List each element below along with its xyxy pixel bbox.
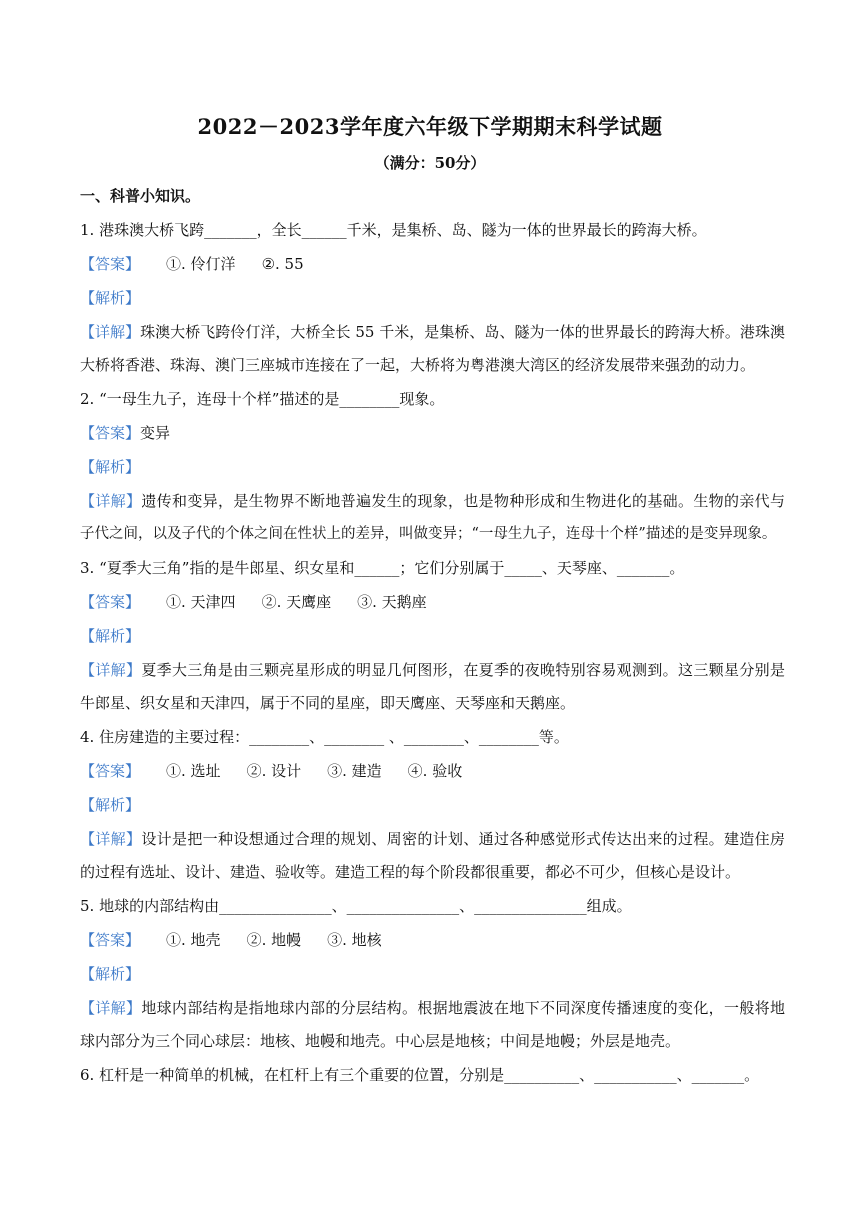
answer-item: ①. 地壳 <box>166 931 221 949</box>
question-3-detail-line-2: 牛郎星、织女星和天津四，属于不同的星座，即天鹰座、天琴座和天鹅座。 <box>80 694 576 712</box>
answer-item: ③. 地核 <box>327 931 382 949</box>
page-title: 2022－2023学年度六年级下学期期末科学试题 <box>197 114 663 139</box>
detail-tag: 【详解】 <box>80 323 141 341</box>
section-heading: 一、科普小知识。 <box>80 187 201 205</box>
question-3-answer <box>80 592 785 612</box>
detail-text: 地球内部结构是指地球内部的分层结构。根据地震波在地下不同深度传播速度的变化，一般将地 <box>141 999 785 1017</box>
question-5-answer <box>80 930 785 950</box>
detail-tag: 【详解】 <box>80 661 142 679</box>
question-1-detail-line-2: 大桥将香港、珠海、澳门三座城市连接在了一起，大桥将为粤港澳大湾区的经济发展带来强劲的动力。 <box>80 356 756 374</box>
answer-tag: 【答案】 <box>80 931 141 949</box>
detail-text: 夏季大三角是由三颗亮星形成的明显几何图形，在夏季的夜晚特别容易观测到。这三颗星分别是 <box>141 661 785 679</box>
question-4-detail-line-1 <box>80 829 785 849</box>
answer-item: 变异 <box>140 424 171 442</box>
detail-text: 珠澳大桥飞跨伶仃洋，大桥全长 55 千米，是集桥、岛、隧为一体的世界最长的跨海大桥。港珠澳 <box>140 323 785 341</box>
question-1-stem: 1. 港珠澳大桥飞跨_______，全长______千米，是集桥、岛、隧为一体的世界最长的跨海大桥。 <box>80 221 707 239</box>
question-3-stem: 3. “夏季大三角”指的是牛郎星、织女星和______；它们分别属于_____、天琴座、_______。 <box>80 559 685 577</box>
question-4-answer <box>80 761 785 781</box>
question-6-stem: 6. 杠杆是一种简单的机械，在杠杆上有三个重要的位置，分别是__________、___________、_______。 <box>80 1066 760 1084</box>
answer-item: ②. 设计 <box>246 762 302 780</box>
detail-text: 设计是把一种设想通过合理的规划、周密的计划、通过各种感觉形式传达出来的过程。建造住房 <box>141 830 785 848</box>
answer-item: ③. 建造 <box>327 762 382 780</box>
answer-item: ①. 天津四 <box>166 593 236 611</box>
analysis-tag: 【解析】 <box>80 458 141 476</box>
question-4-stem: 4. 住房建造的主要过程：________、________ 、________、________等。 <box>80 728 569 746</box>
question-5-stem: 5. 地球的内部结构由_______________、_______________、_______________组成。 <box>80 897 632 915</box>
answer-item: ②. 55 <box>261 255 304 273</box>
detail-tag: 【详解】 <box>80 999 142 1017</box>
question-5-detail-line-1 <box>80 998 785 1018</box>
analysis-tag: 【解析】 <box>80 289 141 307</box>
analysis-tag: 【解析】 <box>80 965 141 983</box>
answer-item: ②. 地幔 <box>246 931 302 949</box>
question-2-answer <box>80 423 785 443</box>
question-4-detail-line-2: 的过程有选址、设计、建造、验收等。建造工程的每个阶段都很重要，都必不可少，但核心是设计。 <box>80 863 741 881</box>
answer-tag: 【答案】 <box>80 255 141 273</box>
question-1-detail-line-1 <box>80 322 785 342</box>
question-1-answer <box>80 254 785 274</box>
answer-tag: 【答案】 <box>80 424 141 442</box>
answer-item: ④. 验收 <box>407 762 463 780</box>
answer-item: ②. 天鹰座 <box>261 593 332 611</box>
answer-item: ①. 选址 <box>166 762 221 780</box>
question-3-detail-line-1 <box>80 660 785 680</box>
answer-tag: 【答案】 <box>80 762 141 780</box>
answer-item: ③. 天鹅座 <box>357 593 427 611</box>
question-2-detail-line-2: 子代之间，以及子代的个体之间在性状上的差异，叫做变异；“一母生九子，连母十个样”描述的是变异现象。 <box>80 526 777 542</box>
question-5-detail-line-2: 球内部分为三个同心球层：地核、地幔和地壳。中心层是地核；中间是地幔；外层是地壳。 <box>80 1032 681 1050</box>
detail-tag: 【详解】 <box>80 492 142 510</box>
analysis-tag: 【解析】 <box>80 796 141 814</box>
answer-item: ①. 伶仃洋 <box>166 255 236 273</box>
detail-tag: 【详解】 <box>80 830 142 848</box>
question-2-stem: 2. “一母生九子，连母十个样”描述的是________现象。 <box>80 390 445 408</box>
analysis-tag: 【解析】 <box>80 627 141 645</box>
detail-text: 遗传和变异，是生物界不断地普遍发生的现象，也是物种形成和生物进化的基础。生物的亲代与 <box>141 492 785 510</box>
answer-tag: 【答案】 <box>80 593 141 611</box>
question-2-detail-line-1 <box>80 491 785 511</box>
page-subtitle: （满分：50分） <box>374 154 486 172</box>
